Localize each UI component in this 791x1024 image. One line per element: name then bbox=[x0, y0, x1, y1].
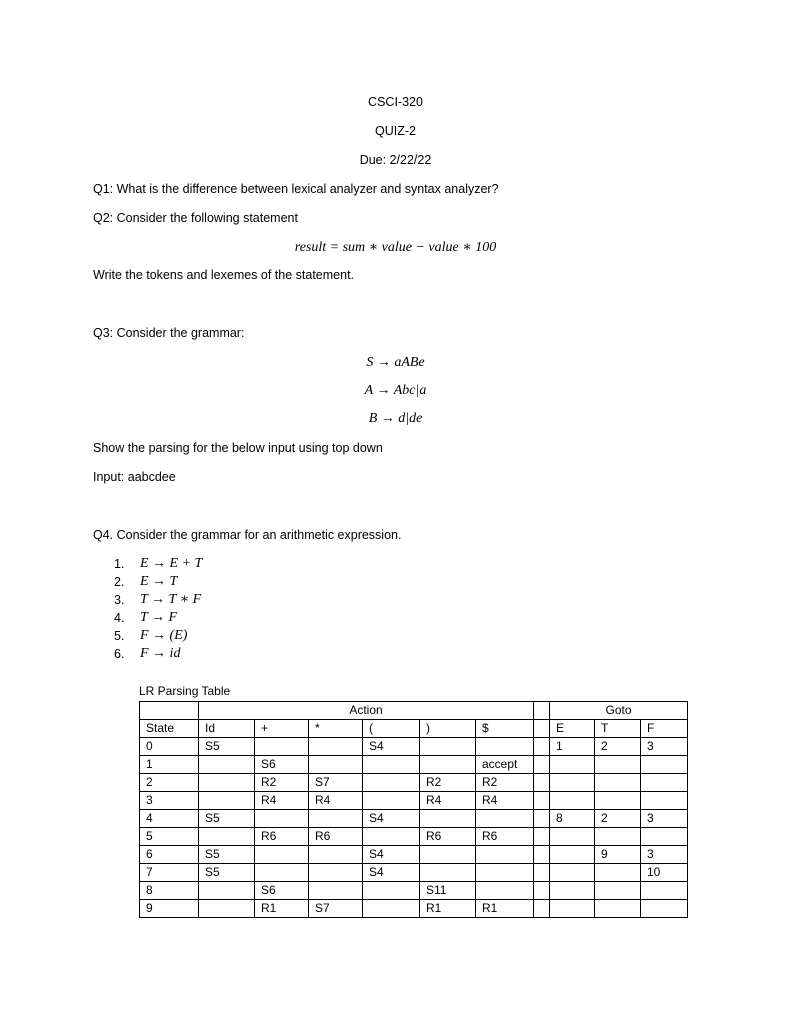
table-cell: R6 bbox=[420, 828, 476, 846]
grammar-item bbox=[114, 555, 202, 573]
table-cell bbox=[420, 756, 476, 774]
table-row bbox=[140, 864, 688, 882]
table-cell bbox=[363, 882, 420, 900]
table-cell: 6 bbox=[140, 846, 199, 864]
column-header-dollar: $ bbox=[476, 720, 534, 738]
grammar-item bbox=[114, 591, 202, 609]
table-cell bbox=[420, 738, 476, 756]
table-cell bbox=[534, 774, 550, 792]
table-cell bbox=[534, 864, 550, 882]
table-cell bbox=[595, 900, 641, 918]
table-row bbox=[140, 756, 688, 774]
table-cell bbox=[476, 846, 534, 864]
question-2: Q2: Consider the following statement bbox=[93, 211, 298, 225]
table-row bbox=[140, 810, 688, 828]
table-cell bbox=[550, 774, 595, 792]
item-rule: T → T ∗ F bbox=[140, 592, 202, 607]
action-group-header: Action bbox=[199, 702, 534, 720]
table-cell: 8 bbox=[550, 810, 595, 828]
table-cell: R1 bbox=[476, 900, 534, 918]
grammar-item bbox=[114, 627, 202, 645]
table-cell bbox=[309, 738, 363, 756]
table-cell bbox=[476, 738, 534, 756]
table-cell bbox=[420, 810, 476, 828]
table-cell: S4 bbox=[363, 864, 420, 882]
table-cell: 8 bbox=[140, 882, 199, 900]
quiz-title: QUIZ-2 bbox=[375, 124, 416, 138]
table-cell: S6 bbox=[255, 882, 309, 900]
table-cell bbox=[199, 900, 255, 918]
table-cell: R2 bbox=[476, 774, 534, 792]
question-2-instruction: Write the tokens and lexemes of the statement. bbox=[93, 268, 355, 282]
item-number: 2. bbox=[114, 575, 125, 589]
table-cell bbox=[641, 900, 688, 918]
table-cell bbox=[199, 882, 255, 900]
table-cell: 2 bbox=[140, 774, 199, 792]
table-cell bbox=[363, 774, 420, 792]
table-cell: S7 bbox=[309, 900, 363, 918]
table-cell bbox=[641, 792, 688, 810]
table-cell bbox=[550, 846, 595, 864]
table-header-row bbox=[140, 720, 688, 738]
table-cell bbox=[595, 774, 641, 792]
table-row bbox=[140, 738, 688, 756]
table-cell bbox=[255, 810, 309, 828]
item-rule: E → T bbox=[140, 574, 178, 589]
table-cell: accept bbox=[476, 756, 534, 774]
column-header-plus: + bbox=[255, 720, 309, 738]
table-cell: S5 bbox=[199, 810, 255, 828]
column-header-id: Id bbox=[199, 720, 255, 738]
table-cell bbox=[595, 756, 641, 774]
grammar-item bbox=[114, 645, 202, 663]
table-cell bbox=[476, 882, 534, 900]
table-cell: R4 bbox=[255, 792, 309, 810]
table-cell bbox=[550, 828, 595, 846]
table-row bbox=[140, 774, 688, 792]
table-cell bbox=[199, 792, 255, 810]
table-cell: 0 bbox=[140, 738, 199, 756]
table-cell: 9 bbox=[595, 846, 641, 864]
table-cell bbox=[309, 756, 363, 774]
item-rule: T → F bbox=[140, 610, 178, 625]
table-title: LR Parsing Table bbox=[139, 684, 231, 698]
goto-group-header: Goto bbox=[550, 702, 688, 720]
item-number: 3. bbox=[114, 593, 125, 607]
table-cell: S7 bbox=[309, 774, 363, 792]
arithmetic-grammar-list bbox=[114, 555, 202, 663]
table-cell bbox=[309, 864, 363, 882]
table-cell: S4 bbox=[363, 810, 420, 828]
table-cell bbox=[550, 792, 595, 810]
item-rule: E → E + T bbox=[140, 556, 203, 571]
table-cell bbox=[363, 900, 420, 918]
column-header-spacer bbox=[534, 720, 550, 738]
grammar-rule-s: S → aABe bbox=[366, 355, 425, 370]
table-cell bbox=[534, 810, 550, 828]
table-cell bbox=[255, 738, 309, 756]
table-cell bbox=[534, 882, 550, 900]
question-3-input: Input: aabcdee bbox=[93, 470, 176, 484]
table-row bbox=[140, 846, 688, 864]
table-cell: 5 bbox=[140, 828, 199, 846]
item-number: 1. bbox=[114, 557, 125, 571]
item-number: 4. bbox=[114, 611, 125, 625]
table-cell: S5 bbox=[199, 846, 255, 864]
lr-parsing-table bbox=[139, 701, 688, 918]
question-3-instruction: Show the parsing for the below input using top down bbox=[93, 441, 383, 455]
table-cell bbox=[309, 810, 363, 828]
table-cell: 9 bbox=[140, 900, 199, 918]
item-rule: F → (E) bbox=[140, 628, 188, 643]
column-header-t: T bbox=[595, 720, 641, 738]
question-1: Q1: What is the difference between lexical analyzer and syntax analyzer? bbox=[93, 182, 499, 196]
table-cell: 10 bbox=[641, 864, 688, 882]
table-row bbox=[140, 900, 688, 918]
column-header-f: F bbox=[641, 720, 688, 738]
table-cell: 1 bbox=[140, 756, 199, 774]
item-rule: F → id bbox=[140, 646, 181, 661]
table-cell bbox=[641, 756, 688, 774]
table-cell bbox=[595, 792, 641, 810]
table-cell: 1 bbox=[550, 738, 595, 756]
table-cell: R6 bbox=[476, 828, 534, 846]
table-cell bbox=[363, 792, 420, 810]
table-cell: R2 bbox=[420, 774, 476, 792]
grammar-item bbox=[114, 573, 202, 591]
question-3: Q3: Consider the grammar: bbox=[93, 326, 245, 340]
table-cell bbox=[595, 828, 641, 846]
table-cell: R6 bbox=[309, 828, 363, 846]
table-cell: S5 bbox=[199, 738, 255, 756]
table-cell bbox=[309, 882, 363, 900]
table-row bbox=[140, 828, 688, 846]
table-cell: 7 bbox=[140, 864, 199, 882]
table-cell bbox=[199, 756, 255, 774]
table-cell: R4 bbox=[309, 792, 363, 810]
table-cell: S4 bbox=[363, 846, 420, 864]
table-cell: 2 bbox=[595, 738, 641, 756]
column-header-rparen: ) bbox=[420, 720, 476, 738]
table-cell bbox=[595, 882, 641, 900]
table-cell bbox=[309, 846, 363, 864]
table-cell bbox=[420, 846, 476, 864]
table-cell bbox=[255, 864, 309, 882]
table-cell bbox=[534, 828, 550, 846]
table-cell bbox=[476, 810, 534, 828]
table-row bbox=[140, 792, 688, 810]
table-cell: 3 bbox=[641, 846, 688, 864]
table-cell bbox=[199, 828, 255, 846]
column-header-state: State bbox=[140, 720, 199, 738]
table-cell: R1 bbox=[255, 900, 309, 918]
empty-cell bbox=[534, 702, 550, 720]
table-cell bbox=[641, 882, 688, 900]
question-4: Q4. Consider the grammar for an arithmetic expression. bbox=[93, 528, 402, 542]
table-cell: S6 bbox=[255, 756, 309, 774]
table-cell: 3 bbox=[140, 792, 199, 810]
grammar-item bbox=[114, 609, 202, 627]
table-cell: S5 bbox=[199, 864, 255, 882]
table-cell: 2 bbox=[595, 810, 641, 828]
table-cell bbox=[363, 828, 420, 846]
table-cell bbox=[534, 792, 550, 810]
column-header-lparen: ( bbox=[363, 720, 420, 738]
table-cell bbox=[534, 738, 550, 756]
table-cell bbox=[550, 756, 595, 774]
table-cell bbox=[550, 882, 595, 900]
due-date: Due: 2/22/22 bbox=[359, 153, 432, 167]
table-cell bbox=[595, 864, 641, 882]
table-cell: R1 bbox=[420, 900, 476, 918]
table-cell: 3 bbox=[641, 810, 688, 828]
table-cell bbox=[255, 846, 309, 864]
table-group-header-row bbox=[140, 702, 688, 720]
table-cell bbox=[641, 828, 688, 846]
table-cell bbox=[476, 864, 534, 882]
table-cell bbox=[199, 774, 255, 792]
table-cell bbox=[420, 864, 476, 882]
table-cell: R6 bbox=[255, 828, 309, 846]
course-title: CSCI-320 bbox=[368, 95, 423, 109]
table-cell: R4 bbox=[476, 792, 534, 810]
table-cell: S4 bbox=[363, 738, 420, 756]
table-body bbox=[140, 738, 688, 918]
column-header-e: E bbox=[550, 720, 595, 738]
empty-cell bbox=[140, 702, 199, 720]
table-cell bbox=[550, 864, 595, 882]
table-cell: R2 bbox=[255, 774, 309, 792]
grammar-rule-b: B → d|de bbox=[368, 411, 423, 426]
grammar-rule-a: A → Abc|a bbox=[364, 383, 427, 398]
table-cell bbox=[550, 900, 595, 918]
item-number: 5. bbox=[114, 629, 125, 643]
item-number: 6. bbox=[114, 647, 125, 661]
table-cell bbox=[641, 774, 688, 792]
table-cell bbox=[534, 900, 550, 918]
table-cell: 4 bbox=[140, 810, 199, 828]
statement-equation: result = sum ∗ value − value ∗ 100 bbox=[294, 240, 497, 255]
table-cell: R4 bbox=[420, 792, 476, 810]
table-cell bbox=[534, 846, 550, 864]
table-cell: S11 bbox=[420, 882, 476, 900]
table-cell bbox=[363, 756, 420, 774]
table-cell: 3 bbox=[641, 738, 688, 756]
table-row bbox=[140, 882, 688, 900]
table-cell bbox=[534, 756, 550, 774]
column-header-star: * bbox=[309, 720, 363, 738]
